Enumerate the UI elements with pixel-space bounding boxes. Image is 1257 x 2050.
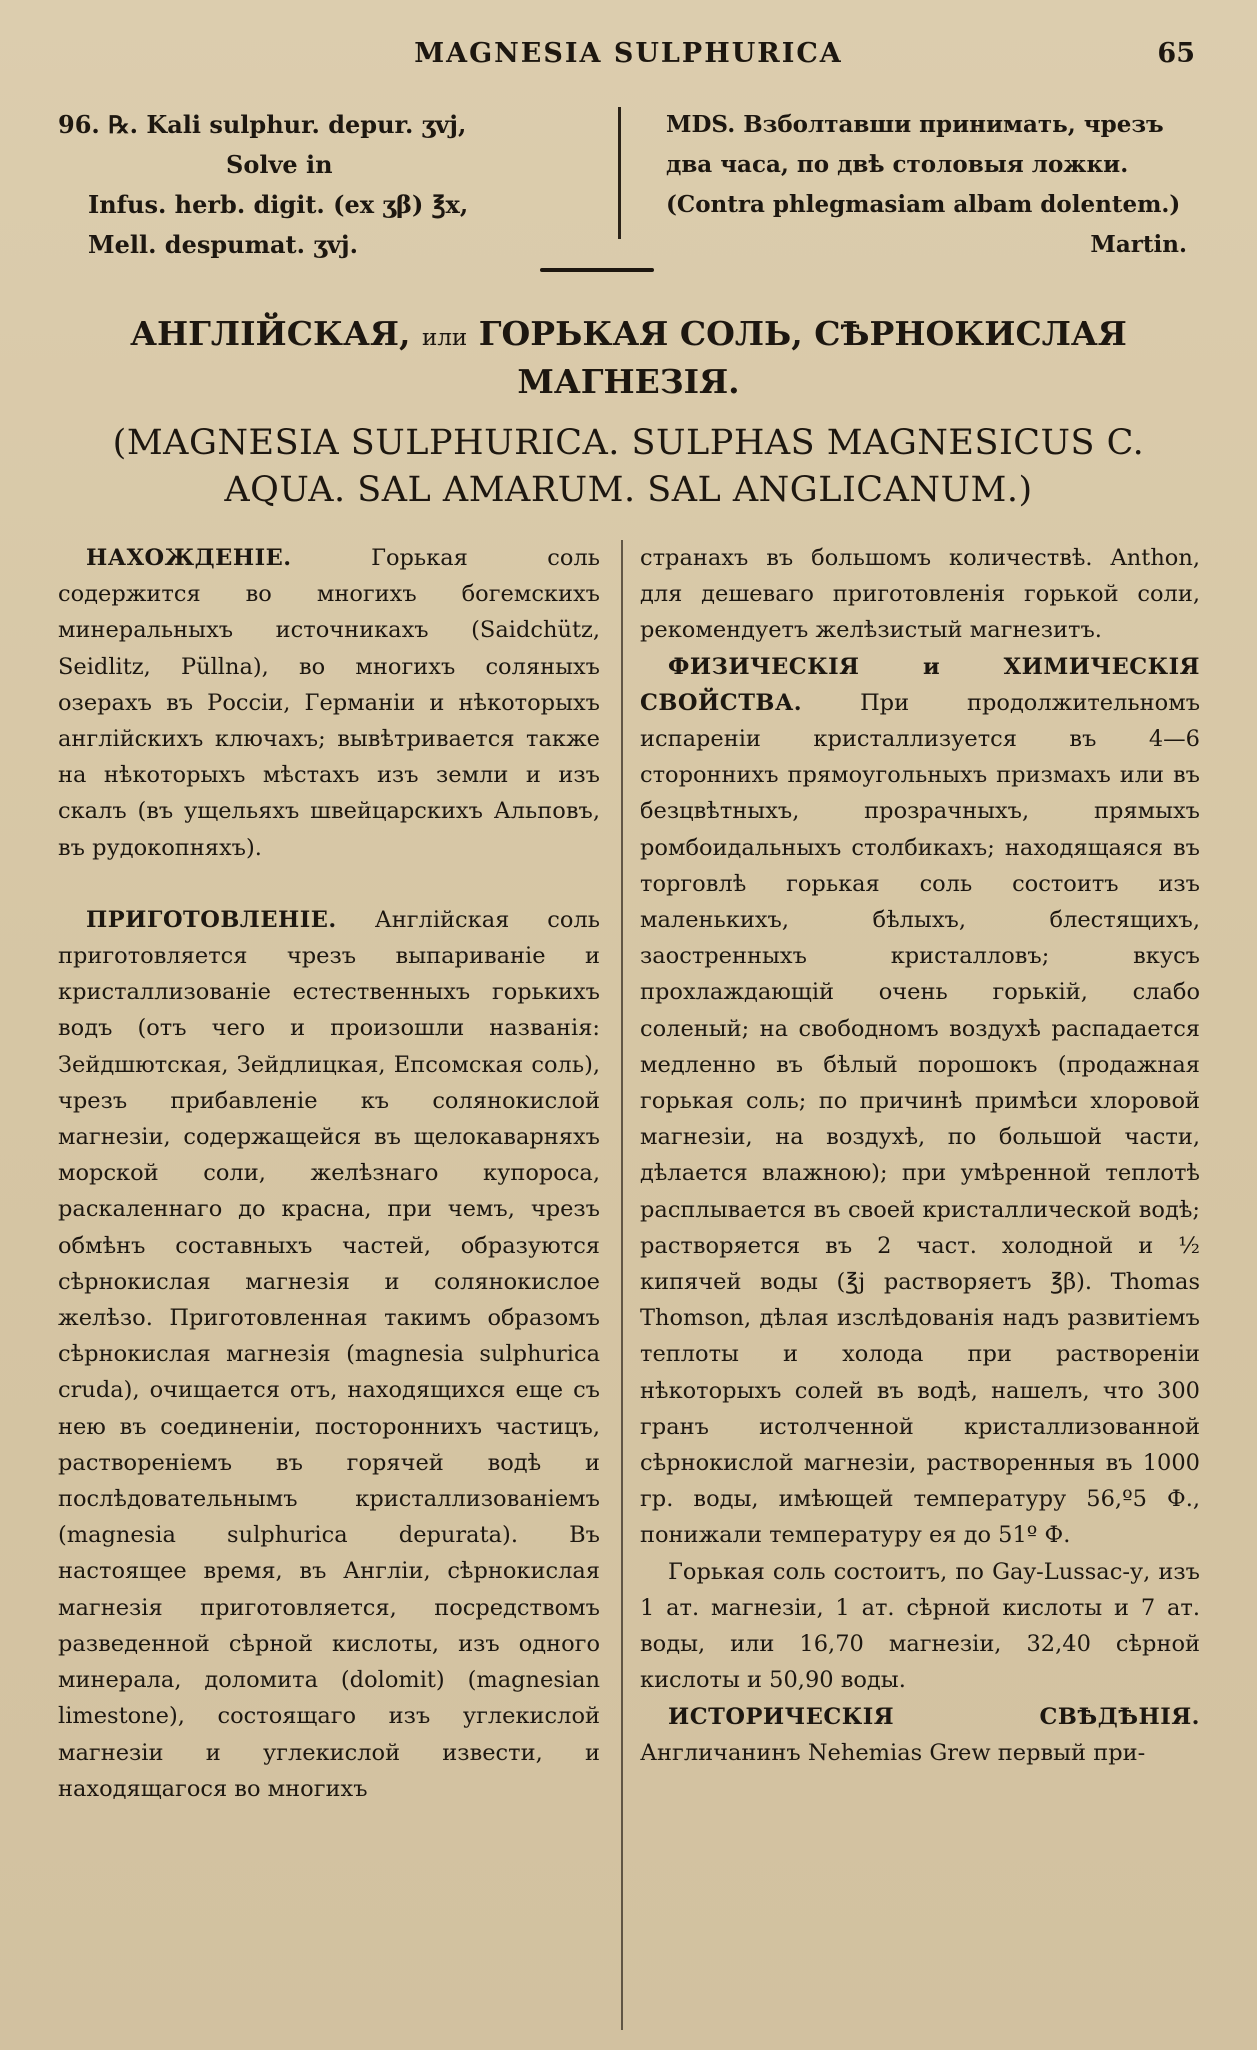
- prescription-directions: [666, 105, 1193, 265]
- page-number: 65: [1157, 38, 1195, 69]
- heading-part2: ГОРЬКАЯ СОЛЬ, СѢРНОКИСЛАЯ МАГНЕЗІЯ.: [478, 314, 1127, 401]
- left-column: [58, 540, 600, 1807]
- paragraph-text: странахъ въ большомъ количествѣ. Anthon, для дешеваго приготовленія горькой соли, рекомендуетъ желѣзистый магнезитъ.: [640, 545, 1200, 644]
- prescription-line: 96. ℞. Kali sulphur. depur. ʒvj,: [58, 110, 467, 139]
- directions-line: два часа, по двѣ столовыя ложки.: [666, 151, 1129, 178]
- column-divider: [621, 540, 623, 2030]
- paragraph-preparation: [58, 902, 600, 1807]
- paragraph-occurrence: [58, 540, 600, 866]
- prescription-divider: [618, 107, 621, 239]
- paragraph-history: [640, 1699, 1200, 1771]
- paragraph-continuation: [640, 540, 1200, 649]
- heading-part1: АНГЛІЙСКАЯ,: [130, 314, 411, 353]
- paragraph-text: Горькая соль состоитъ, по Gay-Lussac-у, изъ 1 ат. магнезіи, 1 ат. сѣрной кислоты и 7 ат. воды, или 16,70 магнезіи, 32,40 сѣрной кислоты и 50,90 воды.: [640, 1558, 1200, 1694]
- prescription-signature: Martin.: [1090, 231, 1187, 258]
- heading-or: или: [421, 325, 468, 351]
- latin-title: (MAGNESIA SULPHURICA. SULPHAS MAGNESICUS C. AQUA. SAL AMARUM. SAL ANGLICANUM.): [112, 423, 1145, 510]
- prescription-line: Mell. despumat. ʒvj.: [88, 230, 358, 259]
- section-separator: [540, 268, 654, 272]
- paragraph-text: При продолжительномъ испареніи кристаллизуется въ 4—6 стороннихъ прямоугольныхъ призмахъ или въ безцвѣтныхъ, прозрачныхъ, прямыхъ ромбоидальныхъ столбикахъ; находящаяся въ торговлѣ горькая соль состоитъ изъ маленькихъ, бѣлыхъ, блестящихъ, заостренныхъ кристалловъ; вкусъ прохлаждающій очень горькій, слабо соленый; на свободномъ воздухѣ распадается медленно въ бѣлый порошокъ (продажная горькая соль; по причинѣ примѣси хлоровой магнезіи, на воздухѣ, по большой части, дѣлается влажною); при умѣренной теплотѣ расплывается въ своей кристаллической водѣ; растворяется въ 2 част. холодной и ½ кипячей воды (℥j растворяетъ ℥β). Thomas Thomson, дѣлая изслѣдованія надъ развитіемъ теплоты и холода при раствореніи нѣкоторыхъ солей въ водѣ, нашелъ, что 300 гранъ истолченной кристаллизованной сѣрнокислой магнезіи, растворенныя въ 1000 гр. воды, имѣющей температуру 56,º5 Ф., понижали температуру ея до 51º Ф.: [640, 689, 1201, 1549]
- article-heading: [60, 312, 1197, 404]
- paragraph-properties: [640, 649, 1200, 1554]
- directions-line: (Contra phlegmasiam albam dolentem.): [666, 191, 1181, 218]
- running-title: MAGNESIA SULPHURICA: [414, 38, 843, 69]
- right-column: [640, 540, 1200, 1771]
- paragraph-composition: [640, 1554, 1200, 1699]
- directions-line: MDS. Взболтавши принимать, чрезъ: [666, 111, 1164, 138]
- section-label: ПРИГОТОВЛЕНІЕ.: [86, 906, 337, 933]
- prescription-formula: [58, 105, 598, 265]
- paragraph-text: Горькая соль содержится во многихъ богемскихъ минеральныхъ источникахъ (Saidchütz, Seidlitz, Püllna), во многихъ соляныхъ озерахъ въ Россіи, Германіи и нѣкоторыхъ англійскихъ ключахъ; вывѣтривается также на нѣкоторыхъ мѣстахъ изъ земли и изъ скалъ (въ ущельяхъ швейцарскихъ Альповъ, въ рудокопняхъ).: [58, 545, 600, 861]
- running-head: [0, 38, 1257, 78]
- prescription-line: Solve in: [226, 150, 333, 179]
- section-label: НАХОЖДЕНІЕ.: [86, 545, 292, 571]
- prescription-block: [58, 105, 1193, 265]
- prescription-line: Infus. herb. digit. (ex ʒβ) ℥x,: [88, 190, 469, 219]
- paragraph-text: Англичанинъ Nehemias Grew первый при-: [640, 1739, 1146, 1766]
- section-label: ИСТОРИЧЕСКІЯ СВѢДѢНІЯ.: [668, 1703, 1200, 1730]
- section-label: ФИЗИЧЕСКІЯ и ХИМИЧЕСКІЯ СВОЙСТВА.: [640, 653, 1200, 716]
- paragraph-text: Англійская соль приготовляется чрезъ выпариваніе и кристаллизованіе естественныхъ горькихъ водъ (отъ чего и произошли названія: Зейдшютская, Зейдлицкая, Епсомская соль), чрезъ прибавленіе къ солянокислой магнезіи, содержащейся въ щелокаварняхъ морской соли, желѣзнаго купороса, раскаленнаго до красна, при чемъ, чрезъ обмѣнъ составныхъ частей, образуются сѣрнокислая магнезія и солянокислое желѣзо. Приготовленная такимъ образомъ сѣрнокислая магнезія (magnesia sulphurica cruda), очищается отъ, находящихся еще съ нею въ соединеніи, постороннихъ частицъ, раствореніемъ въ горячей водѣ и послѣдовательнымъ кристаллизованіемъ (magnesia sulphurica depurata). Въ настоящее время, въ Англіи, сѣрнокислая магнезія приготовляется, посредствомъ разведенной сѣрной кислоты, изъ одного минерала, доломита (dolomit) (magnesian limestone), состоящаго изъ углекислой магнезіи и углекислой извести, и находящагося во многихъ: [58, 906, 600, 1802]
